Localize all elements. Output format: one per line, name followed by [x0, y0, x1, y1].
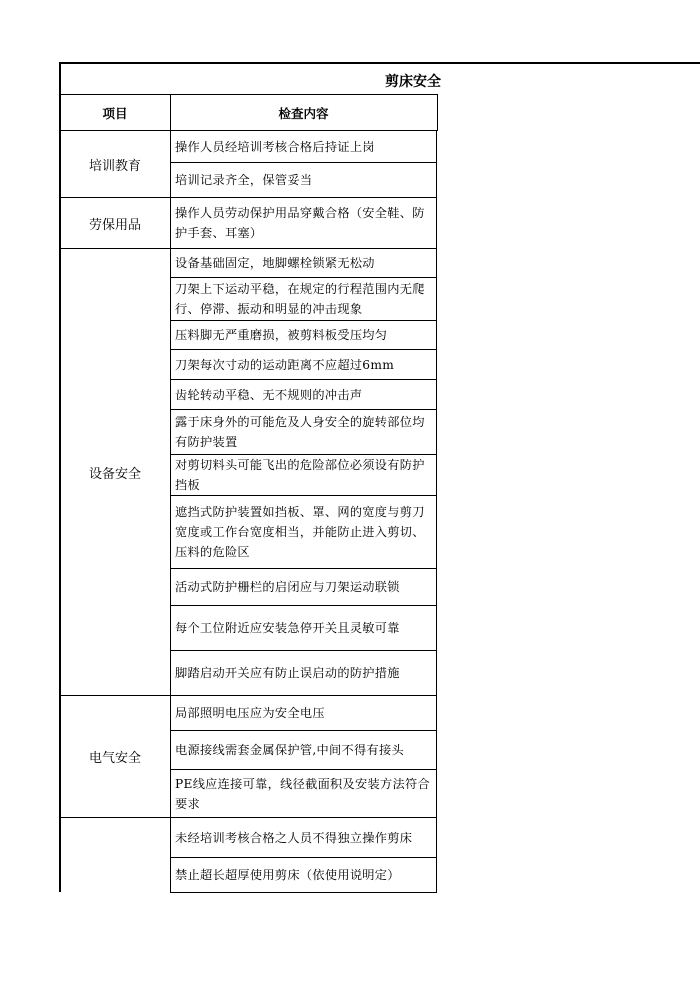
- title-bar: [59, 62, 700, 95]
- category-equipment: 设备安全: [88, 466, 141, 482]
- checklist-item: 活动式防护栅栏的启闭应与刀架运动联锁: [170, 568, 437, 606]
- checklist-item: 脚踏启动开关应有防止误启动的防护措施: [170, 650, 437, 696]
- checklist-item: 电源接线需套金属保护管,中间不得有接头: [170, 730, 437, 770]
- category-electrical: 电气安全: [88, 751, 141, 766]
- checklist-item: PE线应连接可靠，线径截面积及安装方法符合要求: [170, 769, 437, 818]
- checklist-item: 齿轮转动平稳、无不规则的冲击声: [170, 379, 437, 410]
- checklist-item: 禁止超长超厚使用剪床（依使用说明定）: [170, 857, 437, 893]
- checklist-item: 操作人员经培训考核合格后持证上岗: [170, 130, 437, 163]
- header-top-line: [59, 94, 438, 95]
- checklist-item: 局部照明电压应为安全电压: [170, 695, 437, 731]
- page-title: 剪床安全: [385, 74, 441, 90]
- checklist-item: 培训记录齐全，保管妥当: [170, 162, 437, 198]
- checklist-item: 未经培训考核合格之人员不得独立操作剪床: [170, 817, 437, 858]
- checklist-item: 刀架上下运动平稳，在规定的行程范围内无爬行、停滞、振动和明显的冲击现象: [170, 277, 437, 321]
- checklist-item: 刀架每次寸动的运动距离不应超过6mm: [170, 349, 437, 380]
- header-col-content: 检查内容: [278, 106, 329, 121]
- category-ppe: 劳保用品: [88, 217, 141, 233]
- checklist-item: 设备基础固定，地脚螺栓锁紧无松动: [170, 248, 437, 278]
- checklist-item: 对剪切料头可能飞出的危险部位必须设有防护挡板: [170, 454, 437, 496]
- category-training: 培训教育: [88, 158, 141, 174]
- checklist-item: 露于床身外的可能危及人身安全的旋转部位均有防护装置: [170, 409, 437, 455]
- checklist-item: 每个工位附近应安装急停开关且灵敏可靠: [170, 605, 437, 651]
- header-right-line: [437, 94, 438, 131]
- checklist-item: 压料脚无严重磨损，被剪料板受压均匀: [170, 320, 437, 350]
- checklist-item: 遮挡式防护装置如挡板、罩、网的宽度与剪刀宽度或工作台宽度相当，并能防止进入剪切、压料的危险区: [170, 495, 437, 569]
- header-col-item: 项目: [102, 106, 128, 121]
- checklist-item: 操作人员劳动保护用品穿戴合格（安全鞋、防护手套、耳塞）: [170, 197, 437, 249]
- category-operation: [60, 818, 170, 892]
